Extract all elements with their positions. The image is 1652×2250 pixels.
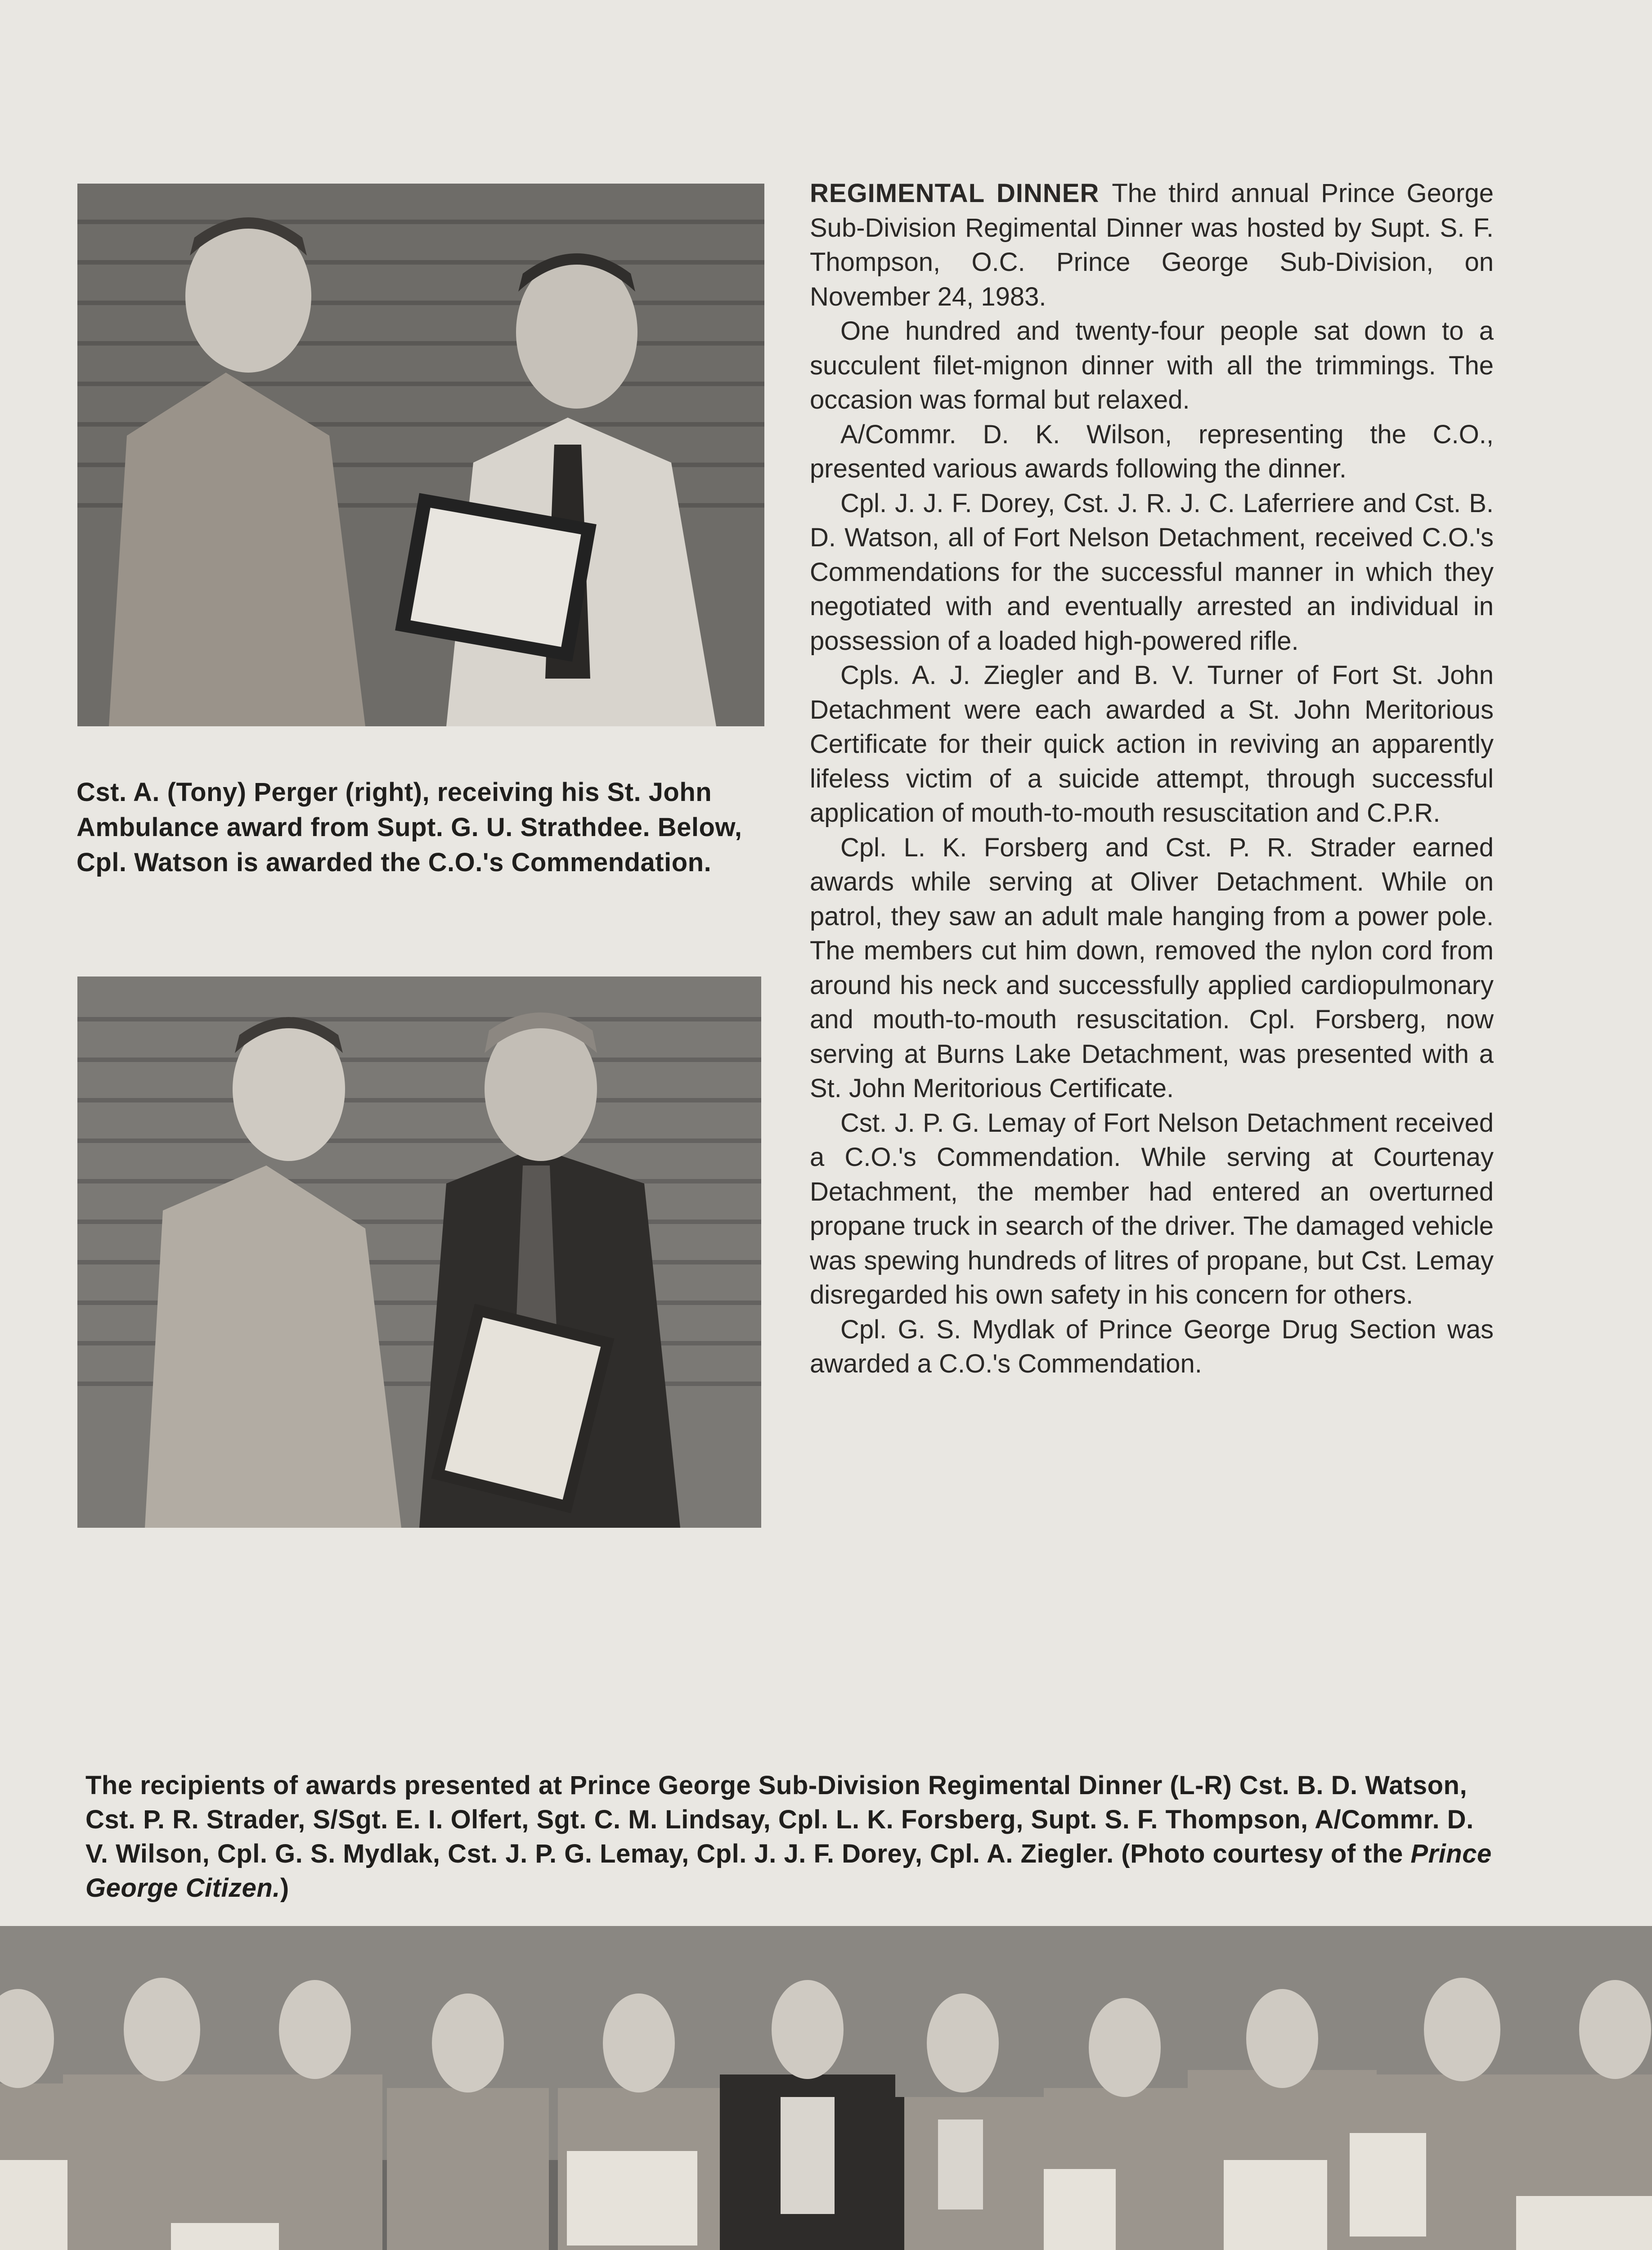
caption-perger-award: Cst. A. (Tony) Perger (right), receiving his St. John Ambulance award from Supt. G. U. Strathdee. Below, Cpl. Watson is awarded the C.O.'s Commendation. [76,778,742,877]
caption-group-end: ) [280,1873,289,1903]
photo-award-perger [77,184,764,726]
article-paragraph-1 [810,176,1494,314]
photo-award-perger-image [77,184,764,726]
article-paragraph-1-text: The third annual Prince George Sub-Division Regimental Dinner was hosted by Supt. S. F. Thompson, O.C. Prince George Sub-Division, on November 24, 1983. [810,179,1494,311]
article-paragraph-6: Cpl. L. K. Forsberg and Cst. P. R. Strader earned awards while serving at Oliver Detachment. While on patrol, they saw an adult male hanging from a power pole. The members cut him down, removed the nylon cord from around his neck and successfully applied cardiopulmonary and mouth-to-mouth resuscitation. Cpl. Forsberg, now serving at Burns Lake Detachment, was presented with a St. John Meritorious Certificate. [810,832,1494,1103]
caption-group-photo [85,1768,1494,1905]
article-headline: REGIMENTAL DINNER [810,179,1100,208]
article-paragraph-5: Cpls. A. J. Ziegler and B. V. Turner of Fort St. John Detachment were each awarded a St. John Meritorious Certificate for their quick action in reviving an apparently lifeless victim of a suicide attempt, through successful application of mouth-to-mouth resuscitation and C.P.R. [810,661,1494,828]
photo-group-image [0,1926,1652,2250]
photo-award-watson [77,976,761,1528]
photo-award-recipients-group [0,1926,1652,2250]
article-paragraph-2: One hundred and twenty-four people sat down to a succulent filet-mignon dinner with all the trimmings. The occasion was formal but relaxed. [810,316,1494,414]
article-paragraph-7: Cst. J. P. G. Lemay of Fort Nelson Detachment received a C.O.'s Commendation. While serving at Courtenay Detachment, the member had entered an overturned propane truck in search of the driver. The damaged vehicle was spewing hundreds of litres of propane, but Cst. Lemay disregarded his own safety in his concern for others. [810,1108,1494,1310]
article-paragraph-8: Cpl. G. S. Mydlak of Prince George Drug Section was awarded a C.O.'s Commendation. [810,1314,1494,1378]
article-regimental-dinner [810,176,1494,1382]
photo-award-watson-image [77,976,761,1528]
article-paragraph-3: A/Commr. D. K. Wilson, representing the C.O., presented various awards following the dinner. [810,419,1494,483]
caption-group-source: Prince George Citizen. [85,1839,1492,1903]
article-paragraph-4: Cpl. J. J. F. Dorey, Cst. J. R. J. C. Laferriere and Cst. B. D. Watson, all of Fort Nelson Detachment, received C.O.'s Commendations for the successful manner in which they negotiated with and eventually arrested an individual in possession of a loaded high-powered rifle. [810,488,1494,656]
caption-group-main: The recipients of awards presented at Prince George Sub-Division Regimental Dinner (L-R) Cst. B. D. Watson, Cst. P. R. Strader, S/Sgt. E. I. Olfert, Sgt. C. M. Lindsay, Cpl. L. K. Forsberg, Supt. S. F. Thompson, A/Commr. D. V. Wilson, Cpl. G. S. Mydlak, Cst. J. P. G. Lemay, Cpl. J. J. F. Dorey, Cpl. A. Ziegler. (Photo courtesy of the [85,1771,1474,1868]
